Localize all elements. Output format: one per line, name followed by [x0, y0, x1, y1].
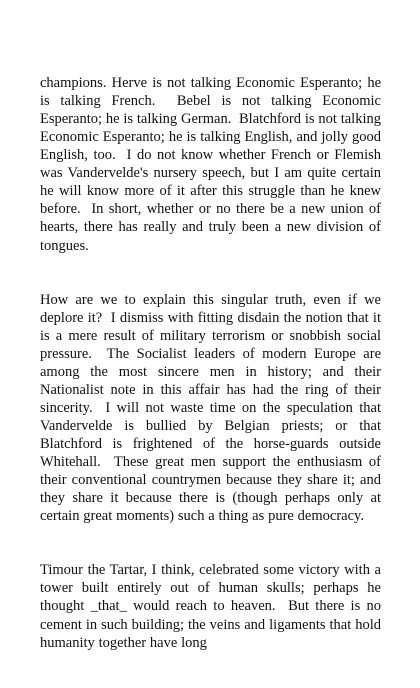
paragraph-3: Timour the Tartar, I think, celebrated some victory with a tower built entirely out of human skulls; perhaps he thought _that_ would reach to heaven. But there is no cement in such building; the veins and ligaments that hold humanity together have long: [40, 562, 385, 651]
paragraph-2: How are we to explain this singular truth, even if we deplore it? I dismiss with fitting disdain the notion that it is a mere result of military terrorism or snobbish social pressure. The Socialist leaders of modern Europe are among the most sincere men in history; and their Nationalist note in this affair has had the ring of their sincerity. I will not waste time on the speculation that Vandervelde is bullied by Belgian priests; or that Blatchford is frightened of the horse-guards outside Whitehall. These great men support the enthusiasm of their conventional countrymen because they share it; and they share it because there is (though perhaps only at certain great moments) such a thing as pure democracy.: [40, 291, 385, 525]
paragraph-1: champions. Herve is not talking Economic Esperanto; he is talking French. Bebel is not talking Economic Esperanto; he is talking German. Blatchford is not talking Economic Esperanto; he is talking English, and jolly good English, too. I do not know whether French or Flemish was Vandervelde's nursery speech, but I am quite certain he will know more of it after this struggle than he knew before. In short, whether or no there be a new union of hearts, there has really and truly been a new division of tongues.: [40, 75, 385, 254]
body-text: [40, 38, 385, 688]
